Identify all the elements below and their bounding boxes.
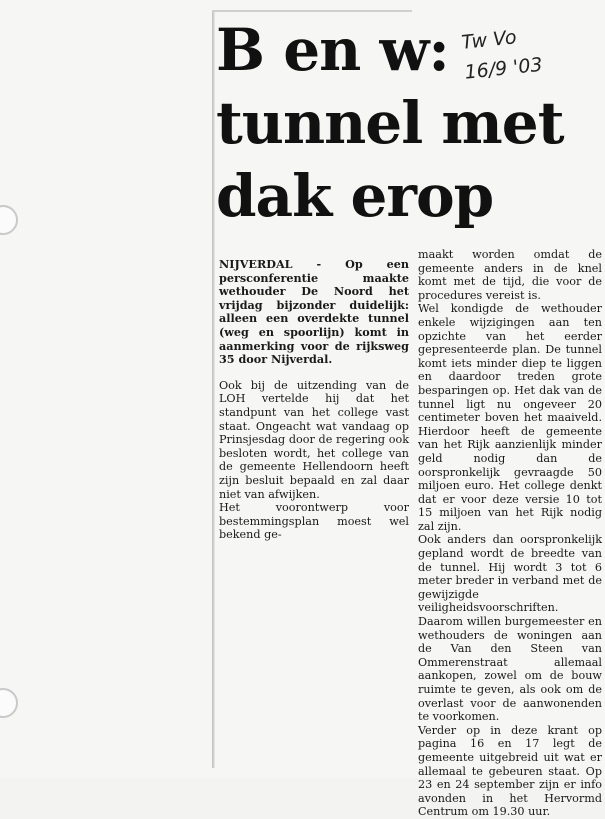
clipping-edge-top xyxy=(212,10,412,12)
article-column-right xyxy=(418,248,602,819)
article-paragraph: Ook bij de uitzending van de LOH vertelde hij dat het standpunt van het college vast staat. Ongeacht wat vandaag op Prinsjesdag door de regering ook besloten wordt, het college van de gemeente Hellendoorn heeft zijn besluit bepaald en zal daar niet van afwijken. xyxy=(219,378,409,501)
handwritten-note xyxy=(460,20,544,88)
article-paragraph: maakt worden omdat de gemeente anders in de knel komt met de tijd, die voor de procedures vereist is. xyxy=(418,248,602,302)
headline-line-2: tunnel met xyxy=(216,89,564,157)
article-lead: NIJVERDAL - Op een persconferentie maakte wethouder De Noord het vrijdag bijzonder duidelijk: alleen een overdekte tunnel (weg en spoorlijn) komt in aanmerking voor de rijksweg 35 door Nijverdal. xyxy=(219,257,409,367)
clipping-edge xyxy=(212,10,215,768)
headline-line-3: dak erop xyxy=(216,162,494,230)
article-paragraph: Verder op in deze krant op pagina 16 en 17 legt de gemeente uitgebreid uit wat er allemaal te gebeuren staat. Op 23 en 24 september zijn er info avonden in het Hervormd Centrum om 19.30 uur. xyxy=(418,723,602,819)
article-column-left xyxy=(219,258,409,542)
punch-hole-bottom xyxy=(0,688,18,718)
headline-line-1: B en w: xyxy=(216,16,449,84)
article-paragraph: Het voorontwerp voor bestemmingsplan moest wel bekend ge- xyxy=(219,501,409,542)
handwritten-source: Tw Vo xyxy=(460,26,518,54)
punch-hole-top xyxy=(0,205,18,235)
article-paragraph: Ook anders dan oorspronkelijk gepland wordt de breedte van de tunnel. Hij wordt 3 tot 6 meter breder in verband met de gewijzigde veiligheidsvoorschriften. Daarom willen burgemeester en wethouders de woningen aan de Van den Steen van Ommerenstraat allemaal aankopen, zowel om de bouw ruimte te geven, als ook om de overlast voor de aanwonenden te voorkomen. xyxy=(418,533,602,724)
handwritten-date: 16/9 '03 xyxy=(463,53,544,84)
article-paragraph: Wel kondigde de wethouder enkele wijzigingen aan ten opzichte van het eerder gepresenteerde plan. De tunnel komt iets minder diep te liggen en daardoor treden grote besparingen op. Het dak van de tunnel ligt nu ongeveer 20 centimeter boven het maaiveld. Hierdoor heeft de gemeente van het Rijk aanzienlijk minder geld nodig dan de oorspronkelijk gevraagde 50 miljoen euro. Het college denkt dat er voor deze versie 10 tot 15 miljoen van het Rijk nodig zal zijn. xyxy=(418,302,602,533)
